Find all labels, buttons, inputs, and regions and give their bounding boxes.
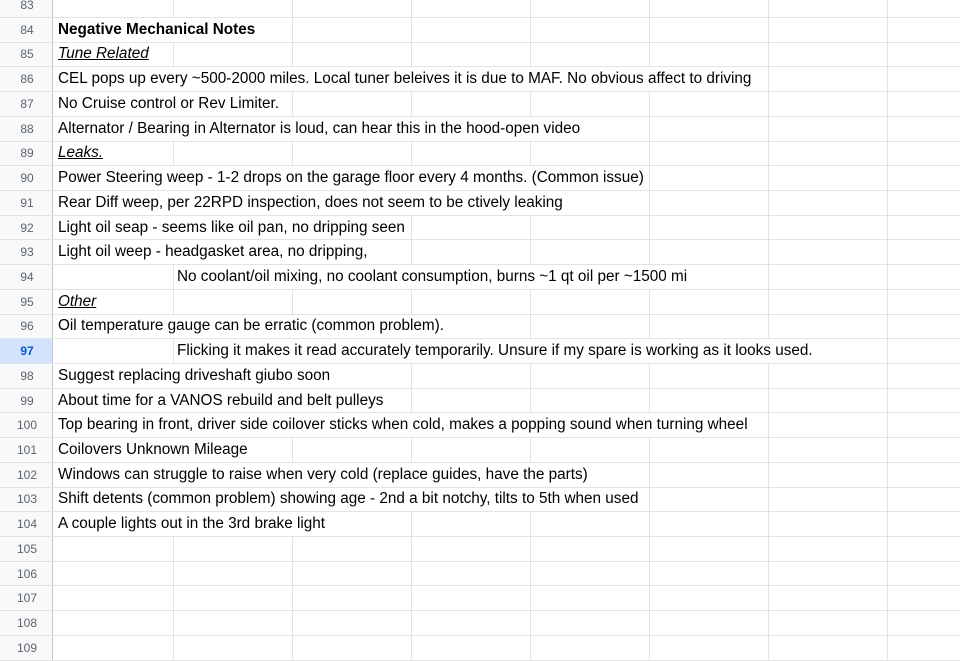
sheet-row [0, 586, 960, 611]
sheet-row [0, 413, 960, 438]
sheet-row [0, 537, 960, 562]
sheet-row [0, 611, 960, 636]
row-header[interactable]: 98 [0, 364, 53, 388]
sheet-row [0, 191, 960, 216]
sheet-row [0, 216, 960, 241]
sheet-row [0, 315, 960, 340]
row-header[interactable]: 108 [0, 611, 53, 635]
row-header[interactable]: 99 [0, 389, 53, 413]
sheet-cell[interactable]: Suggest replacing driveshaft giubo soon [58, 364, 332, 388]
sheet-row [0, 240, 960, 265]
sheet-row [0, 265, 960, 290]
sheet-row [0, 636, 960, 661]
sheet-cell[interactable]: No coolant/oil mixing, no coolant consumption, burns ~1 qt oil per ~1500 mi [177, 265, 689, 289]
row-header[interactable]: 100 [0, 413, 53, 437]
sheet-row [0, 43, 960, 68]
sheet-cell[interactable]: No Cruise control or Rev Limiter. [58, 92, 281, 116]
sheet-row [0, 92, 960, 117]
sheet-cell[interactable]: Light oil seap - seems like oil pan, no dripping seen [58, 216, 407, 240]
row-header[interactable]: 93 [0, 240, 53, 264]
sheet-row [0, 67, 960, 92]
sheet-row [0, 364, 960, 389]
sheet-row [0, 512, 960, 537]
sheet-cell[interactable]: Negative Mechanical Notes [58, 18, 257, 42]
sheet-row [0, 463, 960, 488]
row-header[interactable]: 87 [0, 92, 53, 116]
sheet-row [0, 117, 960, 142]
row-header[interactable]: 97 [0, 339, 53, 363]
sheet-cell[interactable]: Oil temperature gauge can be erratic (common problem). [58, 315, 446, 339]
sheet-cell[interactable]: Flicking it makes it read accurately temporarily. Unsure if my spare is working as it looks used. [177, 339, 815, 363]
row-header[interactable]: 94 [0, 265, 53, 289]
sheet-cell[interactable]: Tune Related [58, 43, 151, 67]
row-header[interactable]: 86 [0, 67, 53, 91]
sheet-row [0, 562, 960, 587]
row-header[interactable]: 102 [0, 463, 53, 487]
sheet-cell[interactable]: Light oil weep - headgasket area, no dripping, [58, 240, 370, 264]
row-header[interactable]: 107 [0, 586, 53, 610]
sheet-cell[interactable]: Coilovers Unknown Mileage [58, 438, 250, 462]
sheet-cell[interactable]: Shift detents (common problem) showing age - 2nd a bit notchy, tilts to 5th when used [58, 488, 640, 512]
row-header[interactable]: 85 [0, 43, 53, 67]
row-header[interactable]: 106 [0, 562, 53, 586]
row-header[interactable]: 83 [0, 0, 53, 17]
sheet-row [0, 438, 960, 463]
sheet-cell[interactable]: Rear Diff weep, per 22RPD inspection, does not seem to be ctively leaking [58, 191, 565, 215]
row-header[interactable]: 88 [0, 117, 53, 141]
row-header[interactable]: 92 [0, 216, 53, 240]
sheet-row [0, 389, 960, 414]
sheet-row [0, 142, 960, 167]
sheet-cell[interactable]: Windows can struggle to raise when very cold (replace guides, have the parts) [58, 463, 590, 487]
sheet-row [0, 488, 960, 513]
sheet-cell[interactable]: A couple lights out in the 3rd brake light [58, 512, 327, 536]
row-header[interactable]: 90 [0, 166, 53, 190]
row-header[interactable]: 91 [0, 191, 53, 215]
sheet-cell[interactable]: Other [58, 290, 98, 314]
row-header[interactable]: 101 [0, 438, 53, 462]
sheet-cell[interactable]: Alternator / Bearing in Alternator is loud, can hear this in the hood-open video [58, 117, 582, 141]
sheet-cell[interactable]: Top bearing in front, driver side coilover sticks when cold, makes a popping sound when turning wheel [58, 413, 750, 437]
row-header[interactable]: 105 [0, 537, 53, 561]
row-header[interactable]: 95 [0, 290, 53, 314]
sheet-cell[interactable]: CEL pops up every ~500-2000 miles. Local tuner beleives it is due to MAF. No obvious affect to driving [58, 67, 753, 91]
sheet-cell[interactable]: About time for a VANOS rebuild and belt pulleys [58, 389, 385, 413]
row-header[interactable]: 89 [0, 142, 53, 166]
sheet-row [0, 339, 960, 364]
row-header[interactable]: 84 [0, 18, 53, 42]
row-header[interactable]: 96 [0, 315, 53, 339]
row-header[interactable]: 109 [0, 636, 53, 660]
sheet-cell[interactable]: Power Steering weep - 1-2 drops on the garage floor every 4 months. (Common issue) [58, 166, 646, 190]
row-header[interactable]: 104 [0, 512, 53, 536]
sheet-row [0, 290, 960, 315]
sheet-row [0, 166, 960, 191]
sheet-row [0, 18, 960, 43]
sheet-row [0, 0, 960, 18]
row-header[interactable]: 103 [0, 488, 53, 512]
sheet-cell[interactable]: Leaks. [58, 142, 105, 166]
